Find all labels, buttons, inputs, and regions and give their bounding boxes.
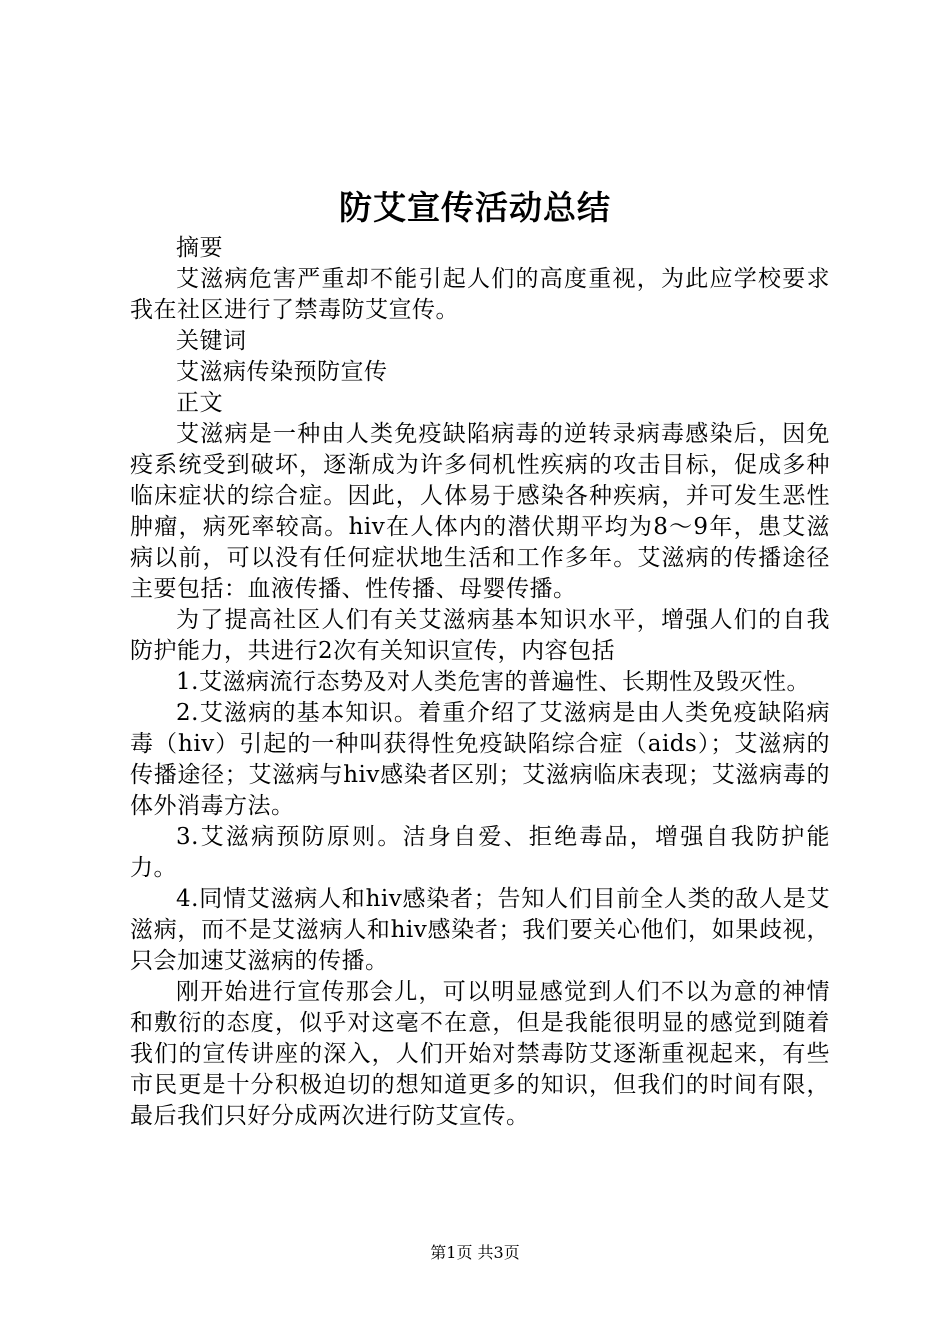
section-heading-body: 正文 [176, 390, 223, 416]
page-number-footer: 第1页 共3页 [430, 1243, 520, 1262]
document-title: 防艾宣传活动总结 [339, 188, 611, 227]
list-item: 1.艾滋病流行态势及对人类危害的普遍性、长期性及毁灭性。 [176, 669, 810, 695]
section-heading-abstract: 摘要 [176, 235, 223, 261]
list-item: 4.同情艾滋病人和hiv感染者；告知人们目前全人类的敌人是艾滋病，而不是艾滋病人和hiv感染者；我们要关心他们，如果歧视，只会加速艾滋病的传播。 [130, 886, 830, 974]
keywords-paragraph: 艾滋病传染预防宣传 [176, 359, 388, 385]
list-item: 2.艾滋病的基本知识。着重介绍了艾滋病是由人类免疫缺陷病毒（hiv）引起的一种叫获得性免疫缺陷综合症（aids）；艾滋病的传播途径；艾滋病与hiv感染者区别；艾滋病临床表现；艾滋病毒的体外消毒方法。 [130, 700, 830, 819]
list-item: 3.艾滋病预防原则。洁身自爱、拒绝毒品，增强自我防护能力。 [130, 824, 830, 881]
abstract-paragraph: 艾滋病危害严重却不能引起人们的高度重视，为此应学校要求我在社区进行了禁毒防艾宣传。 [130, 266, 830, 323]
body-paragraph: 艾滋病是一种由人类免疫缺陷病毒的逆转录病毒感染后，因免疫系统受到破坏，逐渐成为许多伺机性疾病的攻击目标，促成多种临床症状的综合症。因此，人体易于感染各种疾病，并可发生恶性肿瘤，病死率较高。hiv在人体内的潜伏期平均为8～9年，患艾滋病以前，可以没有任何症状地生活和工作多年。艾滋病的传播途径主要包括：血液传播、性传播、母婴传播。 [130, 421, 830, 602]
body-paragraph: 为了提高社区人们有关艾滋病基本知识水平，增强人们的自我防护能力，共进行2次有关知识宣传，内容包括 [130, 607, 830, 664]
section-heading-keywords: 关键词 [176, 328, 247, 354]
document-body [130, 233, 830, 1132]
body-paragraph: 刚开始进行宣传那会儿，可以明显感觉到人们不以为意的神情和敷衍的态度，似乎对这毫不在意，但是我能很明显的感觉到随着我们的宣传讲座的深入，人们开始对禁毒防艾逐渐重视起来，有些市民更是十分积极迫切的想知道更多的知识，但我们的时间有限，最后我们只好分成两次进行防艾宣传。 [130, 979, 830, 1129]
